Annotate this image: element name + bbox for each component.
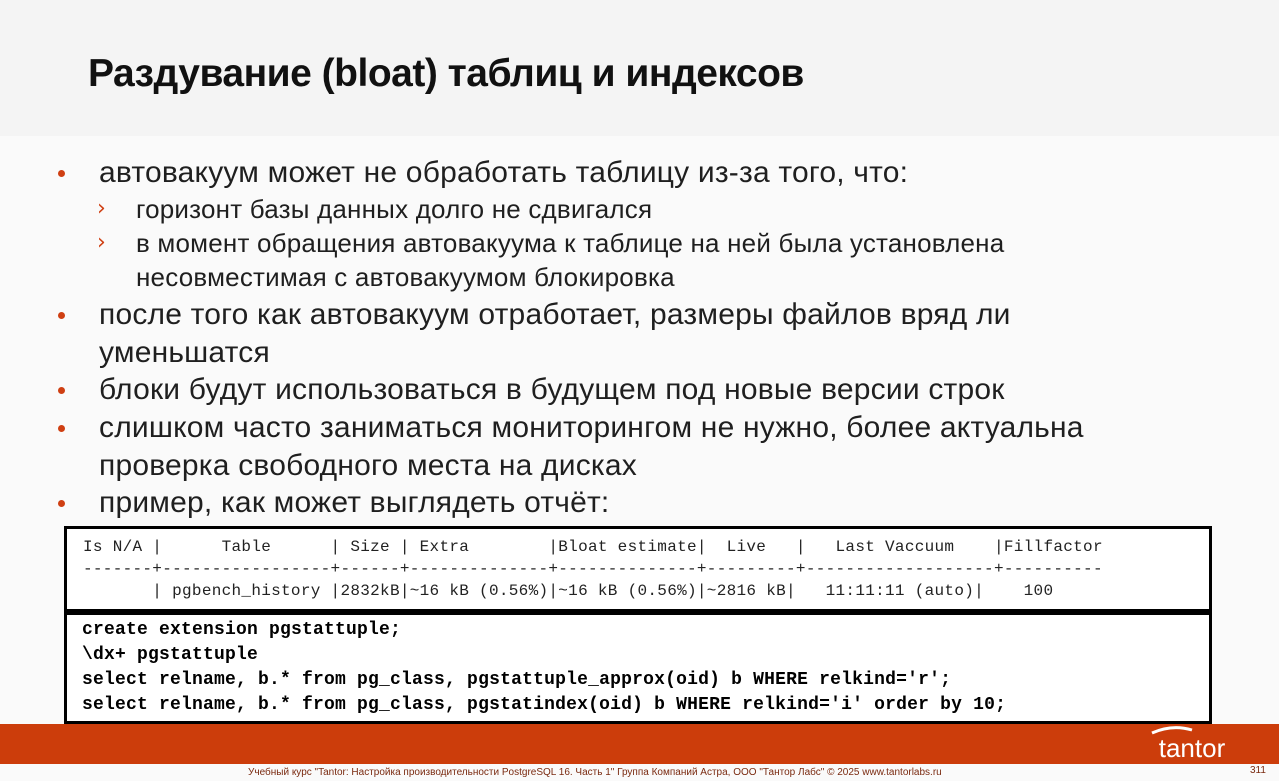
bullet-dot	[58, 500, 65, 507]
bullet-1-sub-1: горизонт базы данных долго не сдвигался	[136, 194, 653, 224]
code-line-4: select relname, b.* from pg_class, pgstatindex(oid) b WHERE relkind='i' order by 10;	[82, 695, 1007, 715]
code-line-2: \dx+ pgstattuple	[82, 645, 259, 665]
bullet-3: блоки будут использоваться в будущем под новые версии строк	[99, 373, 1005, 406]
bullet-1-sub-2-line-1: в момент обращения автовакуума к таблице на ней была установлена	[136, 228, 1005, 258]
code-line-3: select relname, b.* from pg_class, pgstattuple_approx(oid) b WHERE relkind='r';	[82, 670, 952, 690]
bullet-dot	[58, 312, 65, 319]
chevron-right-icon: ›	[97, 230, 106, 255]
tantor-logo	[1142, 724, 1242, 764]
report-row: | pgbench_history |2832kB|~16 kB (0.56%)|~16 kB (0.56%)|~2816 kB| 11:11:11 (auto)| 100	[83, 582, 1054, 600]
page-number: 311	[1250, 765, 1266, 776]
slide-title: Раздувание (bloat) таблиц и индексов	[88, 52, 804, 95]
code-line-1: create extension pgstattuple;	[82, 620, 402, 640]
bullet-dot	[58, 170, 65, 177]
bullet-4-line-1: слишком часто заниматься мониторингом не нужно, более актуальна	[99, 411, 1084, 444]
bullet-1-sub-2-line-2: несовместимая с автовакуумом блокировка	[136, 262, 675, 292]
report-header: Is N/A | Table | Size | Extra |Bloat estimate| Live | Last Vaccuum |Fillfactor	[83, 538, 1103, 556]
bullet-4-line-2: проверка свободного места на дисках	[99, 449, 637, 482]
bullet-2-line-1: после того как автовакуум отработает, размеры файлов вряд ли	[99, 298, 1011, 331]
chevron-right-icon: ›	[97, 196, 106, 221]
bullet-5: пример, как может выглядеть отчёт:	[99, 486, 610, 519]
report-separator: -------+-----------------+------+--------------+--------------+---------+-------------------+----------	[83, 560, 1103, 578]
footer-text: Учебный курс "Tantor: Настройка производительности PostgreSQL 16. Часть 1" Группа Компаний Астра, ООО "Тантор Лабс" © 2025 www.tantorlabs.ru	[248, 767, 942, 778]
bullet-2-line-2: уменьшатся	[99, 336, 270, 369]
bullet-1: автовакуум может не обработать таблицу из-за того, что:	[99, 156, 909, 189]
code-box	[64, 612, 1212, 724]
bullet-dot	[58, 387, 65, 394]
footer-band	[0, 724, 1279, 764]
bullet-dot	[58, 425, 65, 432]
report-table-box	[64, 526, 1212, 612]
logo-text: tantor	[1158, 733, 1226, 763]
